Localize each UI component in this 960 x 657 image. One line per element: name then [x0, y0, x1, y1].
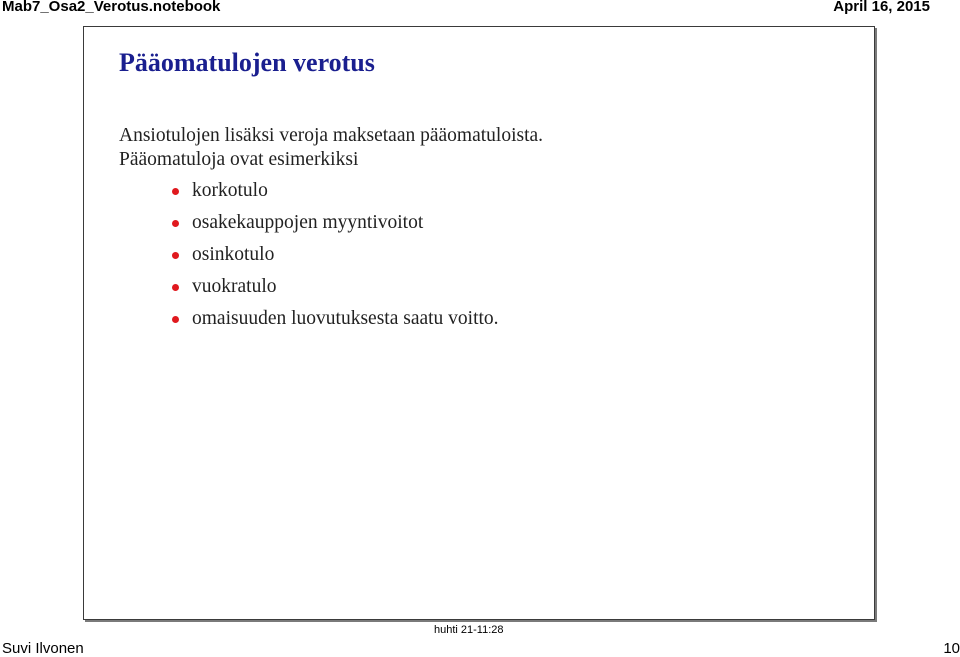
list-item	[172, 275, 499, 307]
list-item-label: vuokratulo	[192, 276, 277, 297]
slide-page	[83, 26, 875, 620]
list-item	[172, 307, 499, 339]
intro-text	[119, 124, 543, 172]
notebook-filename: Mab7_Osa2_Verotus.notebook	[2, 0, 221, 15]
list-item	[172, 211, 499, 243]
list-item-label: osinkotulo	[192, 244, 275, 265]
page-number: 10	[943, 640, 960, 657]
intro-line: Pääomatuloja ovat esimerkiksi	[119, 149, 359, 170]
slide-title: Pääomatulojen verotus	[119, 48, 375, 77]
author-name: Suvi Ilvonen	[2, 640, 84, 657]
list-item-label: omaisuuden luovutuksesta saatu voitto.	[192, 308, 499, 329]
bullet-dot-icon	[172, 252, 179, 259]
page-timestamp: huhti 21-11:28	[434, 624, 504, 636]
bullet-list	[172, 179, 499, 339]
list-item	[172, 179, 499, 211]
bullet-dot-icon	[172, 220, 179, 227]
bullet-dot-icon	[172, 284, 179, 291]
list-item-label: korkotulo	[192, 180, 268, 201]
bullet-dot-icon	[172, 316, 179, 323]
notebook-date: April 16, 2015	[833, 0, 930, 15]
list-item-label: osakekauppojen myyntivoitot	[192, 212, 424, 233]
intro-line: Ansiotulojen lisäksi veroja maksetaan pääomatuloista.	[119, 125, 544, 146]
bullet-dot-icon	[172, 188, 179, 195]
list-item	[172, 243, 499, 275]
